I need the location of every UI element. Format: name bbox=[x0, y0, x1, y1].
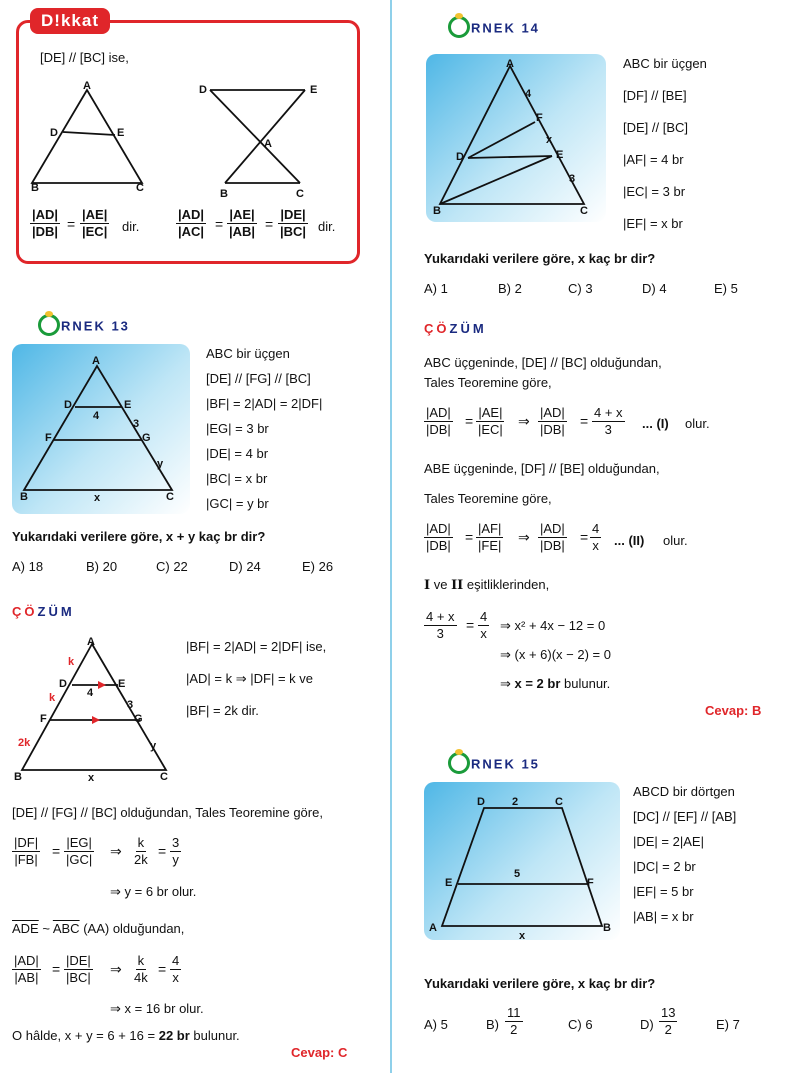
c14-e2-d: $\frac{4}{x}$ bbox=[592, 521, 600, 553]
ornek15-figure bbox=[424, 782, 620, 940]
o14-lbl-A: A bbox=[506, 58, 514, 70]
o14-given: |EC| = 3 br bbox=[623, 184, 686, 199]
o14-option-c: C) 3 bbox=[568, 281, 593, 296]
c14-e1-b: $\frac{|AE|}{|EC|}$ bbox=[478, 405, 503, 437]
c13-lbl-E: E bbox=[118, 678, 126, 690]
c13-r1-d: $\frac{3}{y}$ bbox=[172, 835, 180, 867]
o14-lbl-C: C bbox=[580, 205, 588, 217]
implies-sign: ⇒ bbox=[110, 961, 122, 977]
o15-lbl-C: C bbox=[555, 796, 563, 808]
dikkat-figures bbox=[20, 78, 360, 198]
o14-option-d: D) 4 bbox=[642, 281, 667, 296]
o15-given: |AB| = x br bbox=[633, 909, 694, 924]
c13-lbl-B: B bbox=[14, 771, 22, 783]
c13-r1-b: $\frac{|EG|}{|GC|}$ bbox=[66, 835, 93, 867]
c13-r2-b: $\frac{|DE|}{|BC|}$ bbox=[66, 953, 91, 985]
o15-given: ABCD bir dörtgen bbox=[633, 784, 735, 799]
cozum13-title: ÇÖZÜM bbox=[12, 604, 75, 619]
o14-question: Yukarıdaki verilere göre, x kaç br dir? bbox=[424, 251, 656, 266]
equals-sign: = bbox=[466, 617, 475, 633]
c13-final: O hâlde, x + y = 6 + 16 = 22 br bulunur. bbox=[12, 1028, 240, 1043]
dikkat-dir-2: dir. bbox=[318, 219, 336, 234]
c14-e3-a: $\frac{4 + x}{3}$ bbox=[426, 609, 455, 641]
dikkat-parallel-de bbox=[63, 132, 115, 135]
c13-lbl-y: y bbox=[150, 740, 157, 752]
c14-l2: Tales Teoremine göre, bbox=[424, 375, 552, 390]
o13-lbl-F: F bbox=[45, 432, 52, 444]
o15-lbl-B: B bbox=[603, 922, 611, 934]
o14-lbl-B: B bbox=[433, 205, 441, 217]
c14-s3: ⇒ x = 2 br bulunur. bbox=[500, 676, 611, 691]
o15-option-d-frac: $\frac{13}{2}$ bbox=[661, 1005, 676, 1037]
o15-option-b-frac: $\frac{11}{2}$ bbox=[507, 1005, 521, 1037]
ornek14-figure bbox=[426, 54, 606, 222]
o13-lbl-y: y bbox=[157, 458, 164, 470]
o14-given: |EF| = x br bbox=[623, 216, 683, 231]
dikkat-triangle-1 bbox=[32, 90, 142, 183]
o13-given: |GC| = y br bbox=[206, 496, 269, 511]
c14-e1-d: $\frac{4 + x}{3}$ bbox=[594, 405, 623, 437]
dikkat-f1-E: E bbox=[117, 127, 125, 139]
o13-lbl-x: x bbox=[94, 492, 101, 504]
o13-option-b: B) 20 bbox=[86, 559, 118, 574]
c14-e3-b: $\frac{4}{x}$ bbox=[480, 609, 488, 641]
equals-sign: = bbox=[215, 216, 224, 232]
equals-sign: = bbox=[465, 529, 474, 545]
c13-lbl-C: C bbox=[160, 771, 168, 783]
o14-lbl-F: F bbox=[536, 112, 543, 124]
equals-sign: = bbox=[52, 961, 61, 977]
ornek-o-icon bbox=[38, 314, 60, 336]
c13-lbl-x: x bbox=[88, 772, 95, 784]
dikkat-frac-ad-db: $\frac{|AD|}{|DB|}$ bbox=[32, 207, 59, 239]
o14-given: |AF| = 4 br bbox=[623, 152, 684, 167]
o15-lbl-D: D bbox=[477, 796, 485, 808]
dikkat-f2-B: B bbox=[220, 188, 228, 200]
ornek14-title: RNEK 14 bbox=[448, 18, 540, 40]
dikkat-frac-ae-ab: $\frac{|AE|}{|AB|}$ bbox=[229, 207, 256, 239]
o13-lbl-B: B bbox=[20, 491, 28, 503]
o14-given: ABC bir üçgen bbox=[623, 56, 707, 71]
c14-l5: I ve II eşitliklerinden, bbox=[424, 577, 550, 593]
dikkat-f2-D: D bbox=[199, 84, 207, 96]
c13-r2-c: $\frac{k}{4k}$ bbox=[134, 953, 148, 985]
c13-res1: ⇒ y = 6 br olur. bbox=[110, 884, 197, 899]
ornek-o-icon bbox=[448, 16, 470, 38]
o15-given: |DE| = 2|AE| bbox=[633, 834, 704, 849]
dikkat-f1-C: C bbox=[136, 182, 144, 194]
o14-given: [DE] // [BC] bbox=[623, 120, 689, 135]
c13-lbl-G: G bbox=[134, 713, 143, 725]
c13-note: |BF| = 2k dir. bbox=[186, 703, 259, 718]
dikkat-f1-B: B bbox=[31, 182, 39, 194]
o15-option-a: A) 5 bbox=[424, 1017, 448, 1032]
o13-lbl-C: C bbox=[166, 491, 174, 503]
c14-e2-b: $\frac{|AF|}{|FE|}$ bbox=[478, 521, 502, 553]
o13-given: [DE] // [FG] // [BC] bbox=[206, 371, 311, 386]
ornek-o-icon bbox=[448, 752, 470, 774]
c14-e2-post: olur. bbox=[663, 533, 688, 548]
equals-sign: = bbox=[158, 843, 167, 859]
equals-sign: = bbox=[265, 216, 274, 232]
c13-lbl-k2: k bbox=[49, 692, 56, 704]
c13-lbl-3: 3 bbox=[127, 699, 134, 711]
dikkat-frac-ae-ec: $\frac{|AE|}{|EC|}$ bbox=[82, 207, 108, 239]
c14-e1-tag: ... (I) bbox=[642, 416, 669, 431]
o14-option-b: B) 2 bbox=[498, 281, 522, 296]
c14-e1-a: $\frac{|AD|}{|DB|}$ bbox=[426, 405, 451, 437]
c14-e2-c: $\frac{|AD|}{|DB|}$ bbox=[540, 521, 565, 553]
equals-sign: = bbox=[52, 843, 61, 859]
dikkat-tab: D!kkat bbox=[30, 8, 110, 34]
o13-option-c: C) 22 bbox=[156, 559, 188, 574]
o14-given: [DF] // [BE] bbox=[623, 88, 687, 103]
o15-lbl-F: F bbox=[587, 877, 594, 889]
dikkat-dir-1: dir. bbox=[122, 219, 140, 234]
ornek13-title: RNEK 13 bbox=[38, 316, 130, 338]
implies-sign: ⇒ bbox=[518, 413, 530, 429]
o14-option-e: E) 5 bbox=[714, 281, 738, 296]
c13-res2: ⇒ x = 16 br olur. bbox=[110, 1001, 204, 1016]
o13-option-a: A) 18 bbox=[12, 559, 44, 574]
c13-answer: Cevap: C bbox=[291, 1045, 348, 1060]
c13-line1: [DE] // [FG] // [BC] olduğundan, Tales Teoremine göre, bbox=[12, 805, 323, 820]
c14-e1-post: olur. bbox=[685, 416, 710, 431]
dikkat-f1-D: D bbox=[50, 127, 58, 139]
o14-lbl-3: 3 bbox=[569, 173, 576, 185]
c13-r2-d: $\frac{4}{x}$ bbox=[172, 953, 180, 985]
dikkat-frac-ad-ac: $\frac{|AD|}{|AC|}$ bbox=[178, 207, 205, 239]
o15-option-b-label: B) bbox=[486, 1017, 499, 1032]
dikkat-fig2-diag1 bbox=[210, 90, 300, 183]
c14-l4: Tales Teoremine göre, bbox=[424, 491, 552, 506]
o15-option-c: C) 6 bbox=[568, 1017, 593, 1032]
equals-sign: = bbox=[67, 216, 76, 232]
o13-given: |DE| = 4 br bbox=[206, 446, 269, 461]
o13-lbl-4: 4 bbox=[93, 410, 100, 422]
c13-note: |AD| = k ⇒ |DF| = k ve bbox=[186, 671, 313, 686]
o13-option-e: E) 26 bbox=[302, 559, 334, 574]
o15-option-e: E) 7 bbox=[716, 1017, 740, 1032]
o13-lbl-G: G bbox=[142, 432, 151, 444]
c13-r1-a: $\frac{|DF|}{|FB|}$ bbox=[14, 835, 39, 867]
c13-lbl-F: F bbox=[40, 713, 47, 725]
equals-sign: = bbox=[580, 529, 589, 545]
dikkat-fig2-diag2 bbox=[225, 90, 305, 183]
o15-lbl-2: 2 bbox=[512, 796, 519, 808]
o14-lbl-E: E bbox=[556, 149, 564, 161]
dikkat-f2-E: E bbox=[310, 84, 318, 96]
c13-lbl-A: A bbox=[87, 636, 95, 648]
o13-given: ABC bir üçgen bbox=[206, 346, 290, 361]
ornek15-title: RNEK 15 bbox=[448, 754, 540, 776]
implies-sign: ⇒ bbox=[518, 529, 530, 545]
c13-lbl-D: D bbox=[59, 678, 67, 690]
c13-lbl-k1: k bbox=[68, 656, 75, 668]
c13-lbl-4: 4 bbox=[87, 687, 94, 699]
o13-given: |BC| = x br bbox=[206, 471, 268, 486]
o13-option-d: D) 24 bbox=[229, 559, 261, 574]
c14-l3: ABE üçgeninde, [DF] // [BE] olduğundan, bbox=[424, 461, 660, 476]
dikkat-frac-de-bc: $\frac{|DE|}{|BC|}$ bbox=[280, 207, 307, 239]
o15-lbl-5: 5 bbox=[514, 868, 521, 880]
o13-lbl-E: E bbox=[124, 399, 132, 411]
o14-lbl-x: x bbox=[546, 134, 553, 146]
c14-s2: ⇒ (x + 6)(x − 2) = 0 bbox=[500, 647, 611, 662]
cozum13-figure bbox=[14, 634, 189, 784]
o15-question: Yukarıdaki verilere göre, x kaç br dir? bbox=[424, 976, 656, 991]
o14-option-a: A) 1 bbox=[424, 281, 448, 296]
c14-e2-a: $\frac{|AD|}{|DB|}$ bbox=[426, 521, 451, 553]
c14-l1: ABC üçgeninde, [DE] // [BC] olduğundan, bbox=[424, 355, 662, 370]
o15-given: |DC| = 2 br bbox=[633, 859, 696, 874]
o14-lbl-D: D bbox=[456, 151, 464, 163]
o13-given: |EG| = 3 br bbox=[206, 421, 269, 436]
dikkat-f2-C: C bbox=[296, 188, 304, 200]
ornek13-figure bbox=[12, 344, 190, 514]
equals-sign: = bbox=[465, 413, 474, 429]
c14-e1-c: $\frac{|AD|}{|DB|}$ bbox=[540, 405, 565, 437]
c14-answer: Cevap: B bbox=[705, 703, 762, 718]
column-divider bbox=[390, 0, 392, 1073]
dikkat-f1-A: A bbox=[83, 80, 91, 92]
o15-option-d-label: D) bbox=[640, 1017, 654, 1032]
c14-s1: ⇒ x² + 4x − 12 = 0 bbox=[500, 618, 606, 633]
c13-r1-c: $\frac{k}{2k}$ bbox=[134, 835, 148, 867]
o13-question: Yukarıdaki verilere göre, x + y kaç br dir? bbox=[12, 529, 266, 544]
o13-lbl-D: D bbox=[64, 399, 72, 411]
equals-sign: = bbox=[580, 413, 589, 429]
o13-lbl-3: 3 bbox=[133, 418, 140, 430]
equals-sign: = bbox=[158, 961, 167, 977]
o15-given: [DC] // [EF] // [AB] bbox=[633, 809, 737, 824]
c14-e2-tag: ... (II) bbox=[614, 533, 645, 548]
o13-lbl-A: A bbox=[92, 355, 100, 367]
c13-lbl-2k: 2k bbox=[18, 737, 31, 749]
dikkat-f2-A: A bbox=[264, 138, 272, 150]
c13-r2-a: $\frac{|AD|}{|AB|}$ bbox=[14, 953, 39, 985]
o14-lbl-4: 4 bbox=[525, 88, 532, 100]
o15-lbl-x: x bbox=[519, 930, 526, 942]
implies-sign: ⇒ bbox=[110, 843, 122, 859]
dikkat-premise: [DE] // [BC] ise, bbox=[40, 50, 129, 65]
c13-note: |BF| = 2|AD| = 2|DF| ise, bbox=[186, 639, 327, 654]
o13-given: |BF| = 2|AD| = 2|DF| bbox=[206, 396, 323, 411]
c13-similarity: $\overline{ADE}$ ~ $\overline{ABC}$ (AA) olduğundan, bbox=[12, 921, 185, 936]
o15-given: |EF| = 5 br bbox=[633, 884, 694, 899]
cozum14-title: ÇÖZÜM bbox=[424, 321, 487, 336]
o15-lbl-E: E bbox=[445, 877, 453, 889]
o15-lbl-A: A bbox=[429, 922, 437, 934]
